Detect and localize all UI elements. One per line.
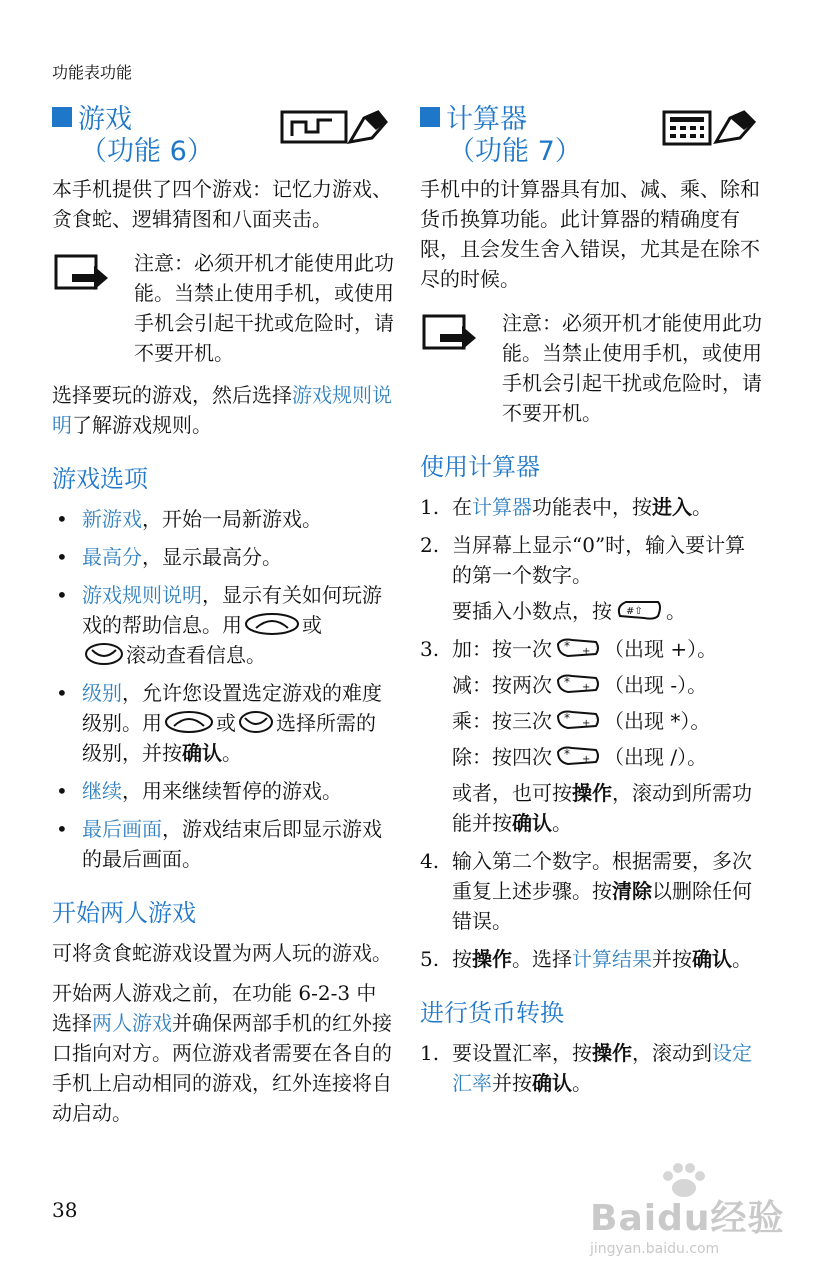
calculator-note-text: 注意：必须开机才能使用此功能。当禁止使用手机，或使用手机会引起干扰或危险时，请不要开机。 <box>502 311 762 425</box>
games-note <box>52 248 394 368</box>
running-header: 功能表功能 <box>52 63 133 82</box>
list-item: 5. 按操作。选择计算结果并按确认。 <box>420 947 752 971</box>
list-item: • 级别，允许您设置选定游戏的难度级别。用 或 选择所需的级别，并按确认。 <box>56 681 382 765</box>
star-key-icon <box>554 636 602 660</box>
list-item: • 游戏规则说明，显示有关如何玩游戏的帮助信息。用 或 滚动查看信息。 <box>56 583 382 667</box>
currency-steps <box>420 1038 762 1098</box>
list-item: • 新游戏，开始一局新游戏。 <box>56 507 322 531</box>
games-select-paragraph: 选择要玩的游戏，然后选择游戏规则说明了解游戏规则。 <box>52 383 392 437</box>
two-player-heading: 开始两人游戏 <box>52 899 196 927</box>
note-icon <box>54 254 110 292</box>
link-rules-help[interactable]: 游戏规则说明 <box>82 583 202 607</box>
link-set-rate[interactable]: 设定汇率 <box>452 1041 752 1095</box>
list-item: • 最高分，显示最高分。 <box>56 545 282 569</box>
link-calculator[interactable]: 计算器 <box>472 495 532 519</box>
blue-square-icon <box>52 107 72 127</box>
svg-text:+: + <box>582 718 591 729</box>
page-number: 38 <box>52 1198 78 1222</box>
link-two-player-game[interactable]: 两人游戏 <box>92 1011 172 1035</box>
use-calculator-heading: 使用计算器 <box>420 453 540 481</box>
game-options-heading: 游戏选项 <box>52 465 148 493</box>
link-last-screen[interactable]: 最后画面 <box>82 817 162 841</box>
watermark-url: jingyan.baidu.com <box>590 1241 720 1257</box>
two-player-p2: 开始两人游戏之前，在功能 6-2-3 中选择两人游戏并确保两部手机的红外接口指向对方。两位游戏者需要在各自的手机上启动相同的游戏，红外连接将自动启动。 <box>52 981 392 1125</box>
link-game-rules[interactable]: 游戏规则说明 <box>52 383 392 437</box>
blue-square-icon <box>420 107 440 127</box>
svg-text:#⇧: #⇧ <box>626 606 643 617</box>
scroll-up-key-icon <box>164 710 214 734</box>
star-key-icon <box>554 672 602 696</box>
two-player-p1: 可将贪食蛇游戏设置为两人玩的游戏。 <box>52 941 392 965</box>
note-icon <box>422 314 478 352</box>
watermark-logo: Baidu经验 <box>590 1198 785 1239</box>
link-continue[interactable]: 继续 <box>82 779 122 803</box>
list-item: • 最后画面，游戏结束后即显示游戏的最后画面。 <box>56 817 382 871</box>
list-item: 3. 加：按一次 * + （出现 +）。 减：按两次 * + （出现 -）。 乘：按三次 * + （出现 *）。 除：按四次 * + （出现 /）。 或者，也可按操作，滚动到所需功能并按确认。 <box>420 637 752 835</box>
link-high-score[interactable]: 最高分 <box>82 545 142 569</box>
calculator-title: 计算器 <box>446 104 527 135</box>
game-menu-icon <box>280 108 390 148</box>
scroll-down-key-icon <box>238 710 274 734</box>
calculator-menu-icon <box>662 108 758 148</box>
currency-heading: 进行货币转换 <box>420 999 564 1027</box>
list-item: • 继续，用来继续暂停的游戏。 <box>56 779 342 803</box>
svg-text:+: + <box>582 646 591 657</box>
link-new-game[interactable]: 新游戏 <box>82 507 142 531</box>
list-item: 1. 要设置汇率，按操作，滚动到设定汇率并按确认。 <box>420 1041 752 1095</box>
svg-text:+: + <box>582 754 591 765</box>
svg-text:*: * <box>564 747 570 761</box>
games-title: 游戏 <box>78 104 132 135</box>
games-note-text: 注意：必须开机才能使用此功能。当禁止使用手机，或使用手机会引起干扰或危险时，请不要开机。 <box>134 251 394 365</box>
svg-text:*: * <box>564 639 570 653</box>
scroll-down-key-icon <box>84 642 124 666</box>
star-key-icon <box>554 708 602 732</box>
list-item: 2. 当屏幕上显示“0”时，输入要计算的第一个数字。 要插入小数点，按 #⇧ 。 <box>420 533 746 623</box>
watermark <box>590 1166 800 1256</box>
calculator-note <box>420 308 762 428</box>
link-level[interactable]: 级别 <box>82 681 122 705</box>
left-column <box>52 104 394 1138</box>
scroll-up-key-icon <box>244 612 300 636</box>
paw-logo-icon <box>654 1160 714 1200</box>
link-calc-result[interactable]: 计算结果 <box>572 947 652 971</box>
calculator-intro: 手机中的计算器具有加、减、乘、除和货币换算功能。此计算器的精确度有限，且会发生舍入错误，尤其是在除不尽的时候。 <box>420 177 760 291</box>
svg-text:+: + <box>582 682 591 693</box>
list-item: 4. 输入第二个数字。根据需要，多次重复上述步骤。按清除以删除任何错误。 <box>420 849 752 933</box>
list-item: 1. 在计算器功能表中，按进入。 <box>420 495 712 519</box>
games-subtitle: （功能 6） <box>80 136 214 167</box>
calculator-subtitle: （功能 7） <box>448 136 582 167</box>
games-intro: 本手机提供了四个游戏：记忆力游戏、贪食蛇、逻辑猜图和八面夹击。 <box>52 177 392 231</box>
right-column <box>420 104 762 1106</box>
calculator-section-header <box>420 104 762 174</box>
game-options-list <box>52 504 394 874</box>
svg-text:*: * <box>564 711 570 725</box>
star-key-icon <box>554 744 602 768</box>
svg-text:*: * <box>564 675 570 689</box>
calculator-steps <box>420 492 762 974</box>
hash-key-icon <box>614 598 664 622</box>
games-section-header <box>52 104 394 174</box>
